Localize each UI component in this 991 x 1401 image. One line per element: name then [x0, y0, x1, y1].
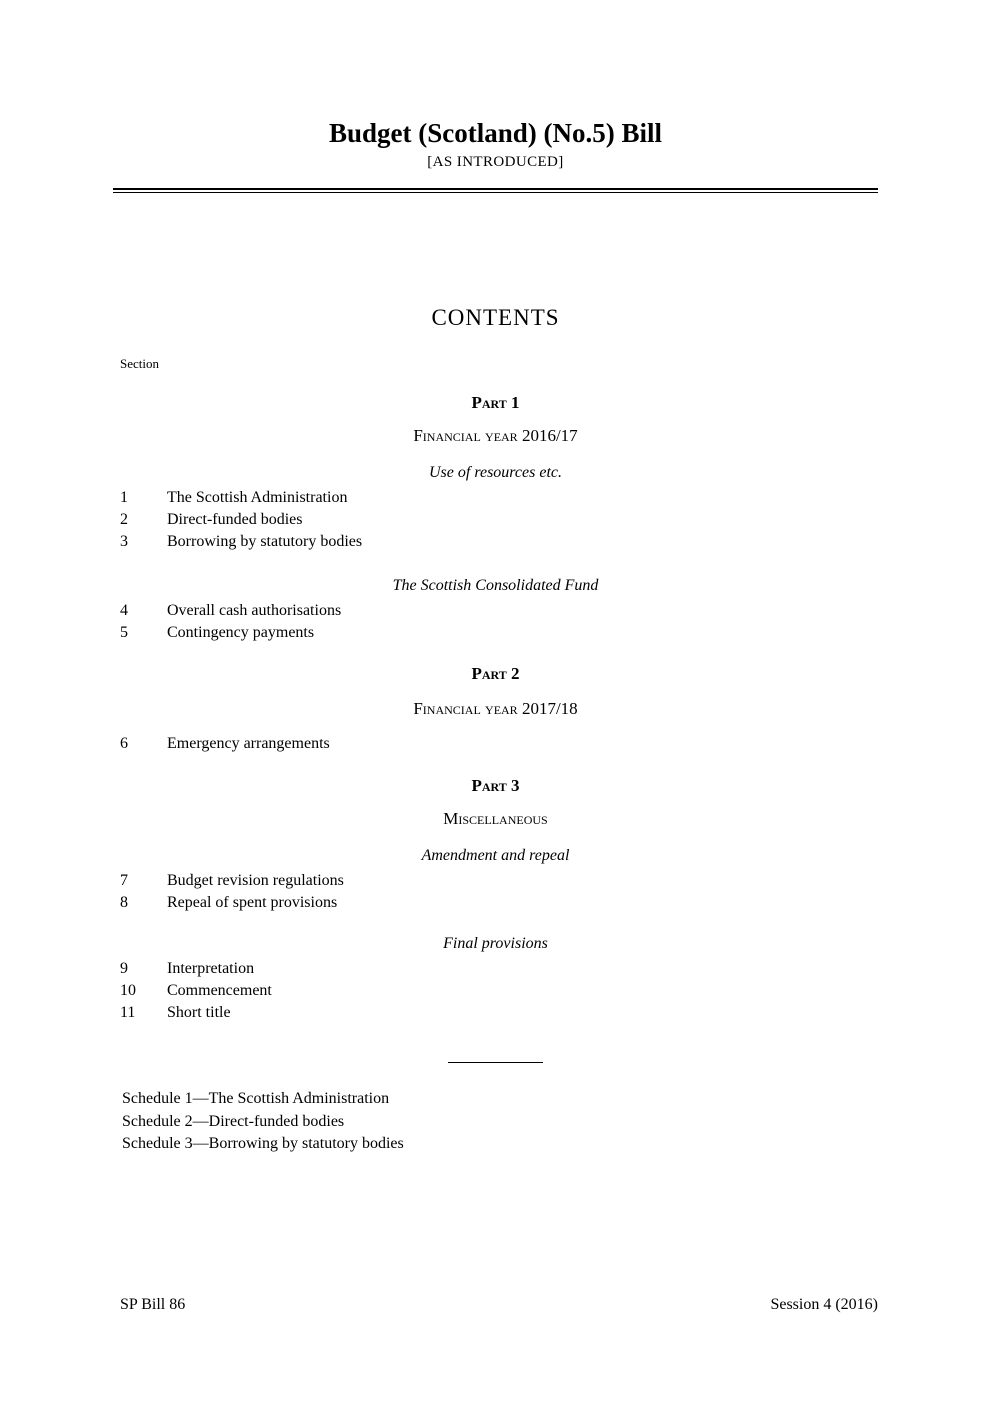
toc-item-number: 1	[120, 489, 128, 507]
part-1	[0, 393, 991, 644]
group-heading: Final provisions	[443, 935, 548, 953]
schedules-list	[122, 1088, 878, 1156]
toc-item-label: Commencement	[167, 982, 272, 1000]
toc-item-label: Repeal of spent provisions	[167, 894, 338, 912]
schedule-line: Schedule 2—Direct-funded bodies	[122, 1112, 345, 1130]
toc-item-number: 11	[120, 1004, 136, 1022]
toc-item-number: 10	[120, 982, 136, 1000]
toc-item-number: 8	[120, 894, 128, 912]
toc-item-label: Interpretation	[167, 960, 255, 978]
part-subheading: Miscellaneous	[443, 809, 548, 829]
toc-item-label: Direct-funded bodies	[167, 511, 303, 529]
toc-item-label: Budget revision regulations	[167, 872, 344, 890]
toc-item-label: Overall cash authorisations	[167, 602, 342, 620]
group-heading: The Scottish Consolidated Fund	[392, 577, 599, 595]
toc-item-label: Contingency payments	[167, 624, 315, 642]
section-divider-rule	[448, 1062, 543, 1063]
contents-heading: CONTENTS	[431, 305, 560, 331]
toc-item-number: 7	[120, 872, 128, 890]
toc-item	[120, 531, 878, 553]
schedule-line: Schedule 1—The Scottish Administration	[122, 1090, 390, 1108]
toc-item	[120, 958, 878, 980]
toc-item	[120, 622, 878, 644]
toc-item-number: 4	[120, 602, 128, 620]
toc-item-label: Short title	[167, 1004, 231, 1022]
toc-item-label: Emergency arrangements	[167, 735, 330, 753]
footer-bill-number: SP Bill 86	[120, 1296, 186, 1313]
page-footer	[120, 1296, 878, 1314]
toc-item	[120, 509, 878, 531]
toc-item	[120, 487, 878, 509]
part-2	[0, 664, 991, 755]
toc-item	[120, 600, 878, 622]
toc-item-number: 6	[120, 735, 128, 753]
toc-item-label: Borrowing by statutory bodies	[167, 533, 363, 551]
footer-session: Session 4 (2016)	[770, 1296, 878, 1313]
toc-item	[120, 980, 878, 1002]
part-3	[0, 776, 991, 1024]
toc-item	[120, 733, 878, 755]
part-heading: Part 2	[471, 664, 520, 684]
toc-item-number: 9	[120, 960, 128, 978]
group-heading: Amendment and repeal	[421, 847, 570, 865]
part-heading: Part 3	[471, 776, 520, 796]
group-heading: Use of resources etc.	[429, 464, 562, 482]
section-column-label: Section	[120, 356, 159, 372]
toc-item-label: The Scottish Administration	[167, 489, 348, 507]
schedule-line: Schedule 3—Borrowing by statutory bodies	[122, 1135, 404, 1153]
part-subheading: Financial year 2017/18	[413, 699, 578, 719]
header-rule	[113, 188, 878, 193]
bill-title: Budget (Scotland) (No.5) Bill	[328, 118, 663, 148]
toc-item	[120, 892, 878, 914]
part-subheading: Financial year 2016/17	[413, 426, 578, 446]
toc-item-number: 3	[120, 533, 128, 551]
part-heading: Part 1	[471, 393, 520, 413]
toc-item-number: 5	[120, 624, 128, 642]
toc-item	[120, 870, 878, 892]
toc-item	[120, 1002, 878, 1024]
bill-subtitle: [AS INTRODUCED]	[427, 154, 564, 171]
toc-item-number: 2	[120, 511, 128, 529]
